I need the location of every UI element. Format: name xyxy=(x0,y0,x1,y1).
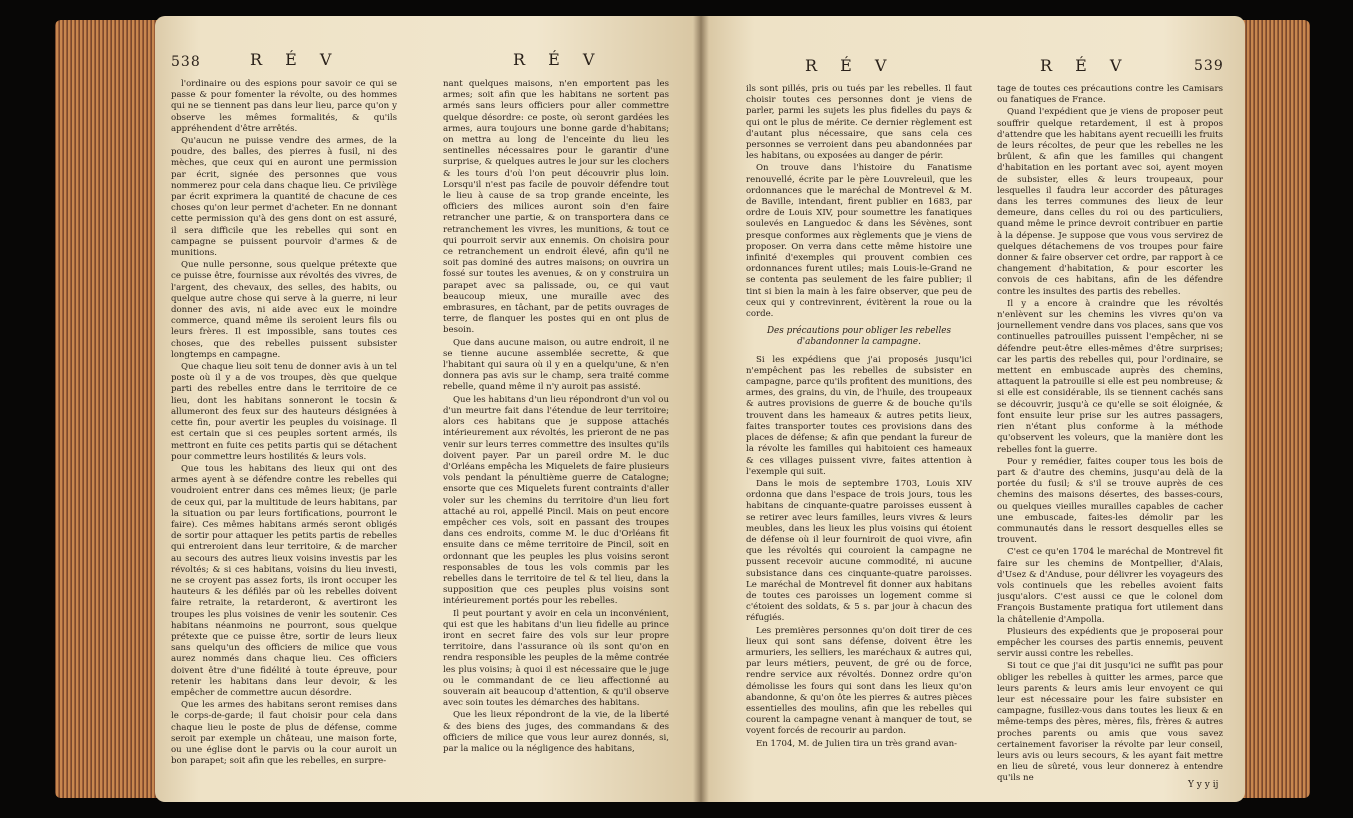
paragraph: l'ordinaire ou des espions pour savoir ce qui se passe & pour fomenter la révolte, ou des hommes qui ne se tiennent pas dans leur lieu, parce qu'on y observe les mêmes formalités, & qu'ils appréhendent d'être arrêtés. xyxy=(171,79,397,134)
paragraph: ils sont pillés, pris ou tués par les rebelles. Il faut choisir toutes ces personnes dont je viens de parler, parmi les sujets les plus fidelles du pays & qui ont le plus de mérite. Ce dernier règlement est d'autant plus nécessaire, que sans cela ces personnes se verroient dans peu abandonnées par les habitans, ou exposées au danger de périr. xyxy=(746,84,972,162)
book-gutter xyxy=(693,16,709,802)
paragraph: Que tous les habitans des lieux qui ont des armes ayent à se défendre contre les rebelles qui voudroient entrer dans ces mêmes lieux; (je parle de ceux qui, par la multitude de leurs habitans, par la situation ou par leurs fortifications, pourront le faire). Ces mêmes habitans armés seront obligés de sortir pour attaquer les petits partis de rebelles qui entreroient dans leur territoire, & de marcher au secours des autres lieux voisins investis par les révoltés; & si ces habitans, voisins du lieu investi, ne se croyent pas assez forts, ils iront occuper les hauteurs & les défilés par où les rebelles doivent faire retraite, la retarderont, & avertiront les troupes les plus voisines de venir les soutenir. Ces habitans néanmoins ne pourront, sous quelque prétexte que ce puisse être, sortir de leurs lieux sans quelqu'un des officiers de milice que vous aurez nommés dans chaque lieu. Ces officiers doivent être d'une fidélité à toute épreuve, pour retenir les habitans dans leur devoir, & les empêcher de commettre aucun désordre. xyxy=(171,463,397,698)
right-page-number: 539 xyxy=(1194,58,1224,74)
paragraph: En 1704, M. de Julien tira un très grand avan- xyxy=(756,738,958,749)
paragraph: tage de toutes ces précautions contre les Camisars ou fanatiques de France. xyxy=(997,84,1223,106)
paragraph: Plusieurs des expédients que je proposerai pour empêcher les courses des partis ennemis, peuvent servir aussi contre les rebelles. xyxy=(997,626,1223,660)
paragraph: Pour y remédier, faites couper tous les bois de part & d'autre des chemins, jusqu'au delà de la portée du fusil; & s'il se trouve auprès de ces chemins des maisons désertes, des basses-cours, ou quelques vieilles murailles capables de cacher une embuscade, faites-les démolir par les communautés dans le ressort desquelles elles se trouvent. xyxy=(997,456,1223,546)
paragraph: Quand l'expédient que je viens de proposer peut souffrir quelque retardement, il est à propos d'attendre que les habitans ayent recueilli les fruits de leurs récoltes, de peur que les rebelles ne les brûlent, & afin que les familles qui changent d'habitation en les portant avec soi, ayent moyen de subsister, elles & leurs troupeaux, pour lesquelles il faudra leur accorder des pâturages dans les terres communes des lieux de leur demeure, dans celles du roi ou des particuliers, quand même le prince devroit contribuer en partie à la dépense. Je suppose que vous vous servirez de quelques détachemens de vos troupes pour faire donner & faire observer cet ordre, par rapport à ce changement d'habitation, & pour escorter les convois de ces habitans, afin de les défendre contre les insultes des partis des rebelles. xyxy=(997,107,1223,297)
signature-mark: Y y y ij xyxy=(1188,780,1219,790)
right-column-2 xyxy=(997,84,1223,784)
right-running-title-2: R É V xyxy=(1040,56,1131,75)
left-column-2 xyxy=(443,79,669,779)
left-running-title: R É V xyxy=(250,50,341,69)
paragraph: Que les armes des habitans seront remises dans le corps-de-garde; il faut choisir pour cela dans chaque lieu le poste de plus de défense, comme seroit par exemple un château, une maison forte, ou une église dont le parvis ou la cour auroit un bon parapet; soit afin que les rebelles, en surpre- xyxy=(171,700,397,767)
paragraph: On trouve dans l'histoire du Fanatisme renouvellé, écrite par le père Louvreleuil, que les ordonnances que le maréchal de Montrevel & M. de Baville, intendant, firent publier en 1683, par ordre de Louis XIV, pour soumettre les fanatiques soulevés en Languedoc & dans les Sévènes, sont presque conformes aux règlements que je viens de proposer. On verra dans cette même histoire une infinité d'exemples qui prouvent combien ces ordonnances furent utiles; mais Louis-le-Grand ne se contenta pas seulement de les faire publier; il tint si bien la main à les faire observer, que peu de ceux qui y contrevinrent, évitèrent la roue ou la corde. xyxy=(746,163,972,320)
right-page-number-wrap xyxy=(1194,58,1224,74)
right-page xyxy=(700,16,1245,802)
left-page-number: 538 xyxy=(171,54,201,70)
paragraph: Qu'aucun ne puisse vendre des armes, de la poudre, des balles, des pierres à fusil, ni des mèches, que ceux qui en auront une permission par écrit, signée des personnes que vous nommerez pour cela dans chaque lieu. Ce privilège par écrit exprimera la quantité de chacune de ces choses qu'on leur permet d'acheter. En ne donnant cette permission qu'à des gens dont on est assuré, il sera difficile que les rebelles qui sont en campagne se puissent pourvoir d'armes & de munitions. xyxy=(171,136,397,259)
paragraph: Que chaque lieu soit tenu de donner avis à un tel poste où il y a de vos troupes, dès que quelque parti des rebelles entre dans le territoire de ce lieu, dont les habitans sonneront le tocsin & allumeront des feux sur des hauteurs désignées à cette fin, pour avertir les peuples du voisinage. Il est certain que si ces peuples sortent armés, ils mettront en fuite ces petits partis qui se détachent pour commettre leurs hostilités & leurs vols. xyxy=(171,362,397,462)
paragraph: Que nulle personne, sous quelque prétexte que ce puisse être, fournisse aux révoltés des vivres, de l'argent, des chevaux, des selles, des habits, ou quelque autre chose qui serve à la guerre, ni leur donner des avis, ni aide avec eux le moindre commerce, quand même ils seroient leurs fils ou leurs frères. Il est impossible, sans toutes ces choses, que des rebelles puissent subsister longtemps en campagne. xyxy=(171,260,397,360)
paragraph: Il y a encore à craindre que les révoltés n'enlèvent sur les chemins les vivres qu'on va journellement vendre dans vos places, sans que vos continuelles patrouilles puissent l'empêcher, ni se défendre peut-être elles-mêmes d'être surprises; car les partis des rebelles qui, pour l'ordinaire, se mettent en embuscade auprès des chemins, attaquent la patrouille si elle est peu nombreuse; & si elle est considérable, ils se tiennent cachés sans se découvrir, jusqu'à ce qu'elle se soit éloignée, & font ensuite leur prise sur les autres passagers, rien n'étant plus conforme à la méthode qu'observent les voleurs, que la manière dont les rebelles font la guerre. xyxy=(997,298,1223,455)
paragraph: Il peut pourtant y avoir en cela un inconvénient, qui est que les habitans d'un lieu fidelle au prince iront en secret faire des vols sur leur propre territoire, dans l'assurance où ils sont qu'on en rendra responsible les peuples de la même contrée les plus voisins; à quoi il est nécessaire que le juge ou le commandant de ce lieu affectionné au souverain ait beaucoup d'attention, & qu'il observe avec soin toutes les démarches des habitans. xyxy=(443,608,669,709)
paragraph: Que les habitans d'un lieu répondront d'un vol ou d'un meurtre fait dans l'étendue de leur territoire; alors ces habitans que je suppose attachés intérieurement aux révoltés, les prieront de ne pas venir sur leurs terres commettre des insultes qu'ils doivent payer. Par un pareil ordre M. le duc d'Orléans empêcha les Miquelets de faire plusieurs vols pendant la pénultième guerre de Catalogne; ensorte que ces Miquelets furent contraints d'aller voler sur les chemins du territoire d'un lieu fort attaché au roi, appellé Pincil. Mais on peut encore empêcher ces vols, soit en passant des troupes dans ces endroits, comme M. le duc d'Orléans fit ensuite dans ce même territoire de Pincil, soit en ordonnant que les peuples les plus voisins seront responsables de tous les vols commis par les rebelles dans le territoire de tel & tel lieu, dans la supposition que ces peuples plus voisins sont intérieurement portés pour les rebelles. xyxy=(443,394,669,607)
paragraph: Si les expédiens que j'ai proposés jusqu'ici n'empêchent pas les rebelles de subsister en campagne, parce qu'ils profitent des munitions, des armes, des grains, du vin, de l'huile, des troupeaux & autres provisions de guerre & de bouche qu'ils trouvent dans les hameaux & autres petits lieux, faites transporter toutes ces provisions dans des places de défense; & afin que pendant la fureur de la révolte les familles qui habitoient ces hameaux & ces villages puissent vivre, faites attention à l'exemple qui suit. xyxy=(746,354,972,477)
paragraph: C'est ce qu'en 1704 le maréchal de Montrevel fit faire sur les chemins de Montpellier, d'Alais, d'Usez & d'Anduse, pour délivrer les voyageurs des vols continuels que les rebelles avoient faits jusqu'alors. C'est aussi ce que le colonel dom François Bustamente pratiqua fort utilement dans la châtellenie d'Ampolla. xyxy=(997,547,1223,625)
paragraph: nant quelques maisons, n'en emportent pas les armes; soit afin que les habitans ne sortent pas armés sans leurs officiers pour aller commettre quelque désordre: ce poste, où seront gardées les armes, aura toujours une bonne garde d'habitans; on mettra au long de l'enceinte du lieu les sentinelles nécessaires pour le garantir d'une surprise, & quelques autres le jour sur les clochers & les tours d'où l'on peut découvrir plus loin. Lorsqu'il n'est pas facile de pouvoir défendre tout le lieu à cause de sa trop grande enceinte, les officiers des milices auront soin d'en faire retrancher une partie, & on transportera dans ce retranchement les vivres, les munitions, & tout ce qui pourroit servir aux ennemis. On choisira pour ce retranchement un endroit élevé, afin qu'il ne soit pas dominé des autres maisons; on ouvrira un fossé sur toutes les avenues, & on y construira un parapet avec sa palissade, ou, ce qui vaut beaucoup mieux, une muraille avec des embrasures, en tâchant, par de petits ouvrages de terre, de flanquer les postes qui en ont plus de besoin. xyxy=(443,79,669,336)
paragraph: Que les lieux répondront de la vie, de la liberté & des biens des juges, des commandans & des officiers de milice que vous leur aurez donnés, si, par la malice ou la négligence des habitans, xyxy=(443,710,669,754)
paragraph: Dans le mois de septembre 1703, Louis XIV ordonna que dans l'espace de trois jours, tous les habitans de cinquante-quatre paroisses eussent à se retirer avec leurs familles, leurs vivres & leurs meubles, dans les lieux les plus voisins qui étoient de défense où il leur fourniroit de quoi vivre, afin que les révoltés qui couroient la campagne ne pussent recevoir aucune commodité, ni aucune subsistance dans ces cinquante-quatre paroisses. Le maréchal de Montrevel fit donner aux habitans de toutes ces paroisses un logement comme si c'étoient des soldats, & 5 s. par jour à chacun des réfugiés. xyxy=(746,478,972,624)
left-column-1 xyxy=(171,79,397,779)
section-heading: Des précautions pour obliger les rebelles d'abandonner la campagne. xyxy=(767,326,951,348)
left-page-number-wrap xyxy=(171,54,201,70)
left-page xyxy=(155,16,700,802)
right-column-1 xyxy=(746,84,972,784)
paragraph: Les premières personnes qu'on doit tirer de ces lieux qui sont sans défense, doivent être les armuriers, les selliers, les maréchaux & autres qui, par leurs métiers, peuvent, de gré ou de force, rendre service aux révoltés. Donnez ordre qu'on démolisse les fours qui sont dans les lieux qu'on abandonne, & qu'on ôte les pierres & autres pièces essentielles des moulins, afin que les rebelles qui courent la campagne venant à manquer de tout, se voyent forcés de recourir au pardon. xyxy=(746,625,972,737)
right-running-title: R É V xyxy=(805,56,896,75)
left-running-title-2: R É V xyxy=(513,50,604,69)
open-book xyxy=(55,10,1310,810)
paragraph: Que dans aucune maison, ou autre endroit, il ne se tienne aucune assemblée secrette, & que l'habitant qui saura où il y en a quelqu'une, & n'en donnera pas avis sur le champ, sera traité comme rebelle, quand même il n'y auroit pas assisté. xyxy=(443,337,669,393)
paragraph: Si tout ce que j'ai dit jusqu'ici ne suffit pas pour obliger les rebelles à quitter les armes, parce que leurs parents & leurs amis leur envoyent ce qui leur est nécessaire pour les faire subsister en campagne, fusillez-vous dans toutes les lieux & en même-temps des pères, mères, fils, frères & autres proches parents ou amis que vous savez certainement favoriser la révolte par leur conseil, leurs avis ou leurs secours, & les ayant fait mettre en lieu de sûreté, vous leur donnerez à entendre qu'ils ne xyxy=(997,661,1223,784)
